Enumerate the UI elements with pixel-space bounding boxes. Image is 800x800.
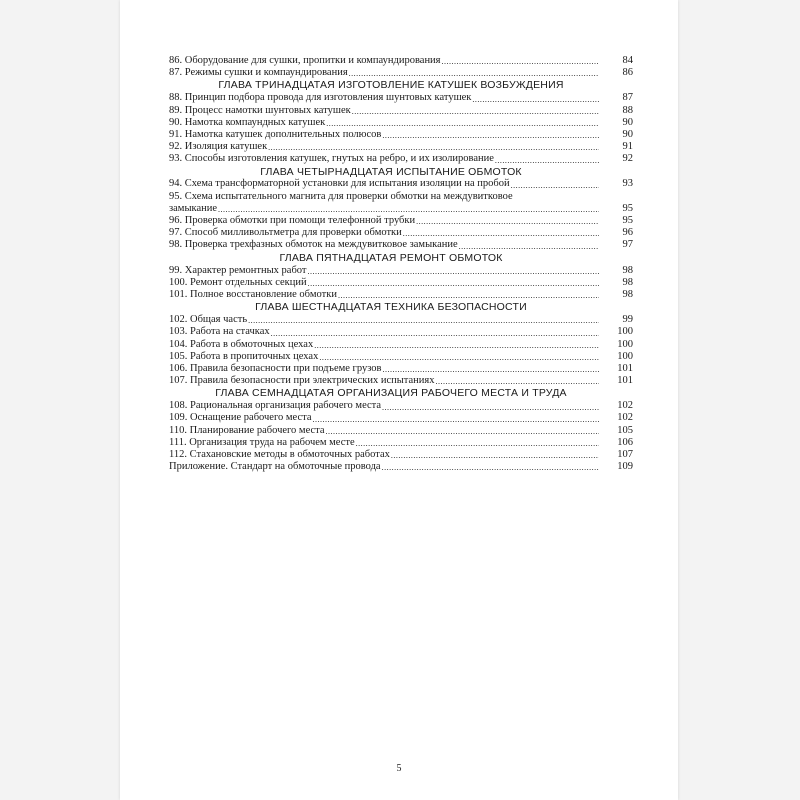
- dot-leader: [442, 57, 599, 67]
- toc-entry: [169, 227, 633, 239]
- toc-entry-page: 102: [617, 400, 633, 412]
- toc-entry-page: 90: [622, 128, 633, 140]
- toc-entry: [169, 375, 633, 387]
- toc-entry: [169, 179, 633, 191]
- toc-entry-title: 88. Принцип подбора провода для изготовления шунтовых катушек: [169, 92, 472, 104]
- toc-entry-page: 100: [617, 350, 633, 362]
- toc-entry: [169, 461, 633, 473]
- toc-entry-title: 105. Работа в пропиточных цехах: [169, 350, 319, 362]
- dot-leader: [218, 205, 599, 215]
- toc-entry-title: 106. Правила безопасности при подъеме грузов: [169, 362, 382, 374]
- dot-leader: [314, 341, 599, 351]
- toc-entry-title: 98. Проверка трехфазных обмоток на междувитковое замыкание: [169, 239, 458, 251]
- toc-entry-page: 96: [622, 227, 633, 239]
- table-of-contents: [169, 55, 633, 473]
- toc-entry-title: 110. Планирование рабочего места: [169, 424, 325, 436]
- toc-entry: [169, 437, 633, 449]
- toc-entry-page: 95: [622, 202, 633, 214]
- toc-entry-page: 101: [617, 375, 633, 387]
- toc-entry-page: 88: [622, 104, 633, 116]
- dot-leader: [391, 451, 599, 461]
- dot-leader: [352, 107, 599, 117]
- dot-leader: [248, 316, 599, 326]
- toc-entry-title: замыкание: [169, 202, 218, 214]
- toc-entry-page: 107: [617, 449, 633, 461]
- toc-entry-page: 100: [617, 326, 633, 338]
- toc-entry: [169, 117, 633, 129]
- toc-entry: [169, 55, 633, 67]
- dot-leader: [382, 463, 599, 473]
- toc-entry-page: 93: [622, 178, 633, 190]
- dot-leader: [349, 69, 599, 79]
- toc-entry-page: 98: [622, 264, 633, 276]
- chapter-heading: ГЛАВА ПЯТНАДЦАТАЯ РЕМОНТ ОБМОТОК: [279, 251, 503, 264]
- toc-entry-page: 106: [617, 436, 633, 448]
- toc-entry-page: 99: [622, 314, 633, 326]
- toc-entry-title: 103. Работа на стачках: [169, 326, 270, 338]
- chapter-heading: ГЛАВА СЕМНАДЦАТАЯ ОРГАНИЗАЦИЯ РАБОЧЕГО МЕСТА И ТРУДА: [215, 387, 567, 400]
- toc-entry: [169, 141, 633, 153]
- dot-leader: [326, 119, 599, 129]
- toc-entry: [169, 289, 633, 301]
- dot-leader: [435, 377, 599, 387]
- toc-entry: [169, 67, 633, 79]
- toc-entry: [169, 277, 633, 289]
- toc-entry: [169, 326, 633, 338]
- toc-entry-title: 89. Процесс намотки шунтовых катушек: [169, 104, 351, 116]
- dot-leader: [459, 242, 599, 252]
- toc-entry-title: 111. Организация труда на рабочем месте: [169, 436, 355, 448]
- toc-entry-page: 84: [622, 54, 633, 66]
- dot-leader: [308, 267, 599, 277]
- toc-entry: [169, 215, 633, 227]
- toc-entry: [169, 203, 633, 215]
- dot-leader: [313, 415, 600, 425]
- chapter-heading: ГЛАВА ТРИНАДЦАТАЯ ИЗГОТОВЛЕНИЕ КАТУШЕК ВОЗБУЖДЕНИЯ: [218, 79, 564, 92]
- toc-entry-title: 92. Изоляция катушек: [169, 141, 268, 153]
- toc-entry: [169, 265, 633, 277]
- toc-entry: [169, 449, 633, 461]
- toc-entry: [169, 413, 633, 425]
- dot-leader: [271, 329, 599, 339]
- toc-entry: [169, 191, 633, 203]
- chapter-heading: ГЛАВА ШЕСТНАДЦАТАЯ ТЕХНИКА БЕЗОПАСНОСТИ: [255, 301, 527, 314]
- dot-leader: [382, 403, 599, 413]
- toc-entry-page: 98: [622, 276, 633, 288]
- toc-entry-page: 101: [617, 362, 633, 374]
- dot-leader: [308, 279, 599, 289]
- toc-entry-title: 112. Стахановские методы в обмоточных работах: [169, 449, 390, 461]
- toc-entry: [169, 92, 633, 104]
- toc-entry-title: 104. Работа в обмоточных цехах: [169, 338, 314, 350]
- dot-leader: [382, 131, 599, 141]
- toc-entry-page: 109: [617, 461, 633, 473]
- dot-leader: [338, 291, 599, 301]
- toc-entry-title: 102. Общая часть: [169, 314, 248, 326]
- toc-entry-page: 98: [622, 288, 633, 300]
- toc-entry-title: Приложение. Стандарт на обмоточные провода: [169, 461, 381, 473]
- toc-entry-title: 93. Способы изготовления катушек, гнутых на ребро, и их изолирование: [169, 153, 494, 165]
- document-page: [120, 0, 678, 800]
- toc-entry-page: 91: [622, 141, 633, 153]
- toc-entry: [169, 351, 633, 363]
- toc-entry: [169, 339, 633, 351]
- toc-entry-title: 100. Ремонт отдельных секций: [169, 276, 307, 288]
- toc-entry-title: 87. Режимы сушки и компаундирования: [169, 67, 348, 79]
- toc-entry-title: 97. Способ милливольтметра для проверки обмотки: [169, 227, 402, 239]
- toc-entry-title: 96. Проверка обмотки при помощи телефонной трубки: [169, 215, 416, 227]
- toc-entry: [169, 153, 633, 165]
- toc-entry-title: 107. Правила безопасности при электрических испытаниях: [169, 375, 435, 387]
- toc-entry: [169, 105, 633, 117]
- toc-entry-page: 86: [622, 67, 633, 79]
- toc-entry-page: 92: [622, 153, 633, 165]
- page-number: 5: [396, 763, 402, 774]
- toc-entry: [169, 400, 633, 412]
- dot-leader: [383, 365, 600, 375]
- dot-leader: [416, 217, 599, 227]
- toc-entry-page: 95: [622, 215, 633, 227]
- dot-leader: [268, 143, 599, 153]
- dot-leader: [472, 95, 599, 105]
- toc-entry-page: 97: [622, 239, 633, 251]
- toc-entry-title: 91. Намотка катушек дополнительных полюсов: [169, 128, 382, 140]
- toc-entry-page: 87: [622, 92, 633, 104]
- toc-entry: [169, 363, 633, 375]
- dot-leader: [326, 427, 599, 437]
- toc-entry-title: 101. Полное восстановление обмотки: [169, 288, 337, 300]
- toc-entry-page: 105: [617, 424, 633, 436]
- toc-entry: [169, 314, 633, 326]
- dot-leader: [319, 353, 599, 363]
- toc-entry-title: 86. Оборудование для сушки, пропитки и компаундирования: [169, 54, 441, 66]
- dot-leader: [356, 439, 599, 449]
- toc-entry-title: 99. Характер ремонтных работ: [169, 264, 307, 276]
- toc-entry-title: 109. Оснащение рабочего места: [169, 412, 312, 424]
- toc-entry-page: 100: [617, 338, 633, 350]
- toc-entry-title: 90. Намотка компаундных катушек: [169, 116, 326, 128]
- dot-leader: [403, 229, 599, 239]
- toc-entry: [169, 425, 633, 437]
- toc-entry-title: 94. Схема трансформаторной установки для испытания изоляции на пробой: [169, 178, 510, 190]
- toc-entry-page: 102: [617, 412, 633, 424]
- toc-entry: [169, 239, 633, 251]
- dot-leader: [495, 156, 599, 166]
- toc-entry: [169, 129, 633, 141]
- toc-entry-title: 95. Схема испытательного магнита для проверки обмотки на междувитковое: [169, 190, 513, 202]
- toc-entry-page: 90: [622, 116, 633, 128]
- chapter-heading: ГЛАВА ЧЕТЫРНАДЦАТАЯ ИСПЫТАНИЕ ОБМОТОК: [260, 165, 522, 178]
- dot-leader: [511, 181, 599, 191]
- toc-entry-title: 108. Рациональная организация рабочего места: [169, 400, 382, 412]
